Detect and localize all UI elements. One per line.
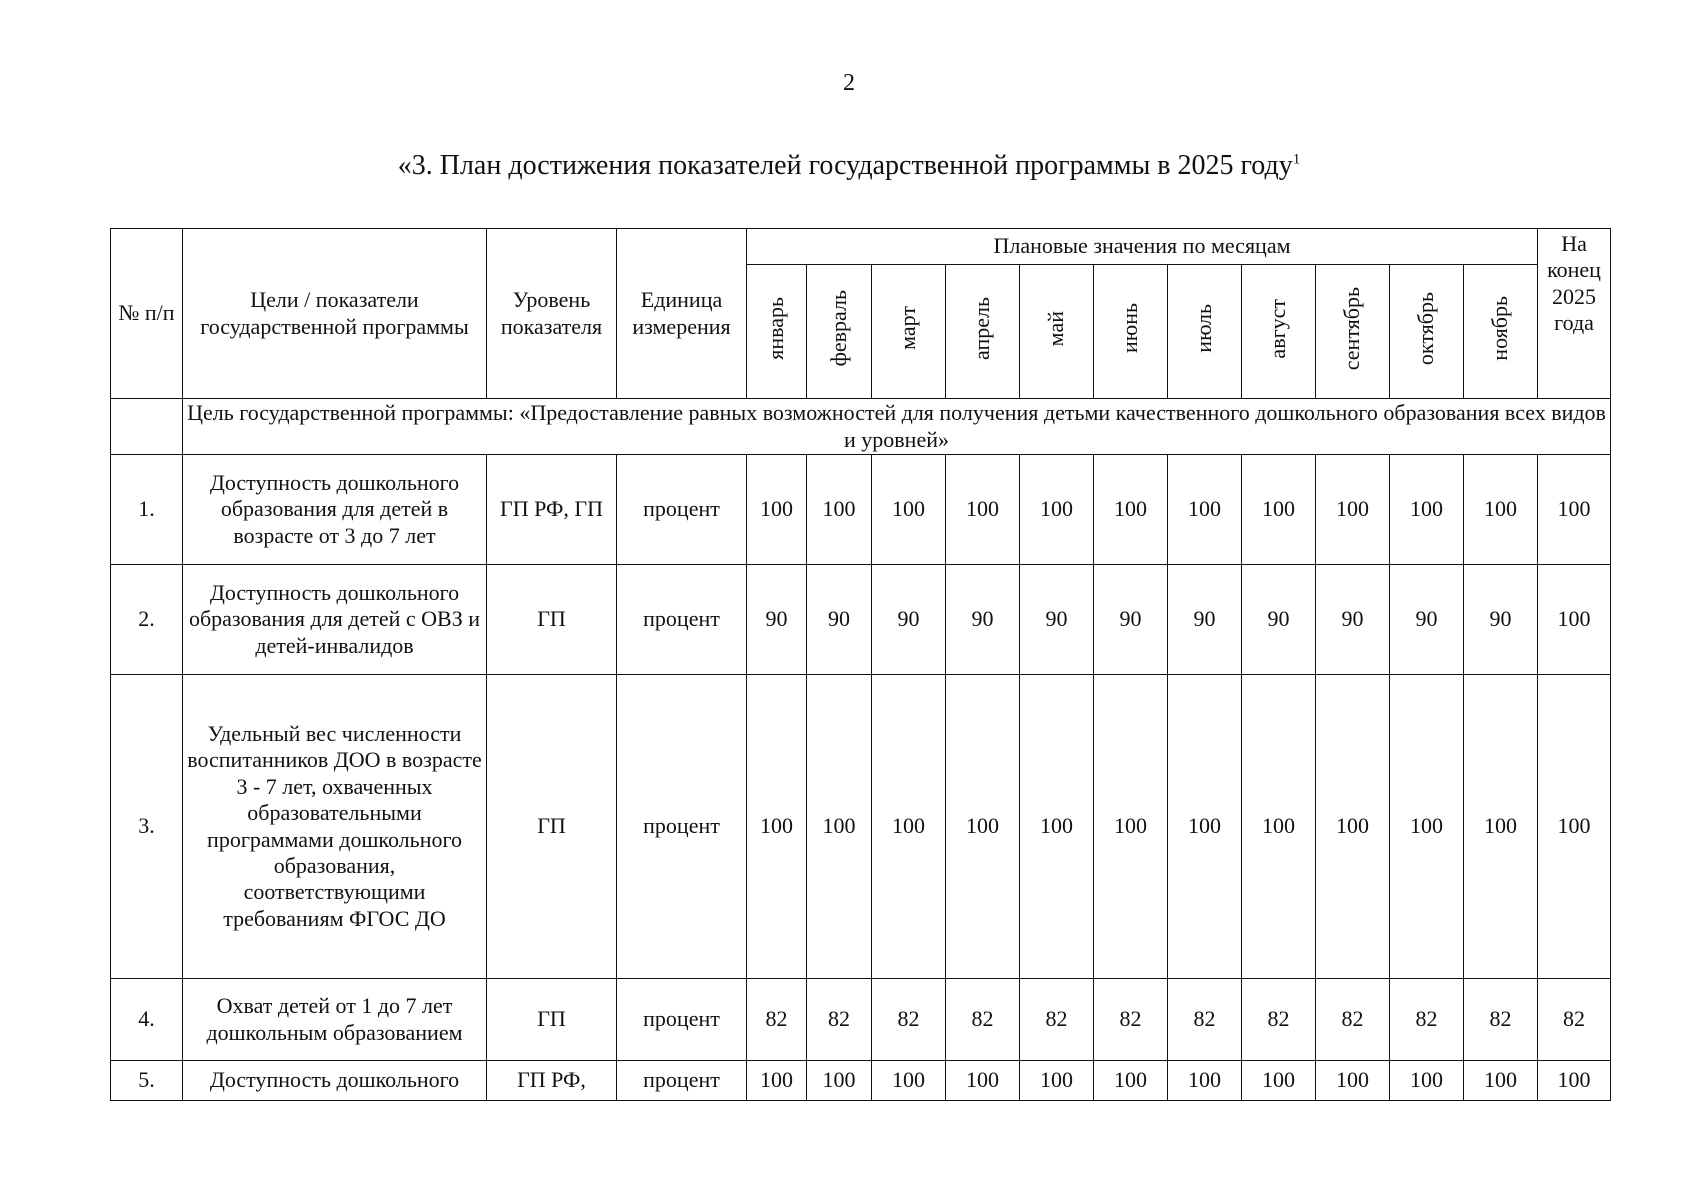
title-footnote-mark: 1 xyxy=(1292,151,1301,168)
row-month-value: 90 xyxy=(1094,565,1168,675)
table-row xyxy=(111,565,1611,675)
row-month-value: 82 xyxy=(1316,979,1390,1061)
goal-row-num-cell xyxy=(111,399,183,455)
row-month-value: 82 xyxy=(1020,979,1094,1061)
row-month-value: 100 xyxy=(1242,1061,1316,1101)
row-month-value: 100 xyxy=(1168,1061,1242,1101)
row-month-value: 82 xyxy=(1242,979,1316,1061)
row-month-value: 90 xyxy=(1242,565,1316,675)
row-month-value: 100 xyxy=(747,455,807,565)
page-number: 2 xyxy=(843,70,855,96)
row-month-value: 100 xyxy=(1464,675,1538,979)
row-month-value: 100 xyxy=(1316,455,1390,565)
header-month-label: ноябрь xyxy=(1487,295,1513,361)
table-row xyxy=(111,675,1611,979)
row-month-value: 100 xyxy=(1020,455,1094,565)
row-month-value: 100 xyxy=(872,455,946,565)
header-month-label: август xyxy=(1265,298,1291,359)
header-goals: Цели / показатели государственной программы xyxy=(183,229,487,399)
row-month-value: 100 xyxy=(1390,1061,1464,1101)
row-unit: процент xyxy=(617,1061,747,1101)
header-month-label: март xyxy=(895,306,921,351)
indicator-plan-table xyxy=(110,228,1611,1101)
row-month-value: 82 xyxy=(807,979,872,1061)
table-row xyxy=(111,455,1611,565)
row-month-value: 82 xyxy=(747,979,807,1061)
header-month-9 xyxy=(1316,265,1390,399)
row-level: ГП РФ, ГП xyxy=(487,455,617,565)
table-row xyxy=(111,979,1611,1061)
row-month-value: 82 xyxy=(1094,979,1168,1061)
row-month-value: 100 xyxy=(1094,455,1168,565)
row-month-value: 82 xyxy=(872,979,946,1061)
header-month-10 xyxy=(1390,265,1464,399)
table-row xyxy=(111,1061,1611,1101)
row-month-value: 100 xyxy=(1390,455,1464,565)
header-month-label: октябрь xyxy=(1413,291,1439,365)
header-month-label: май xyxy=(1043,310,1069,346)
row-month-value: 82 xyxy=(1464,979,1538,1061)
row-month-value: 82 xyxy=(1168,979,1242,1061)
row-month-value: 90 xyxy=(747,565,807,675)
row-unit: процент xyxy=(617,979,747,1061)
row-end-value: 100 xyxy=(1538,1061,1611,1101)
header-month-11 xyxy=(1464,265,1538,399)
header-month-1 xyxy=(747,265,807,399)
row-month-value: 100 xyxy=(872,1061,946,1101)
row-month-value: 100 xyxy=(946,455,1020,565)
row-month-value: 90 xyxy=(1020,565,1094,675)
row-level: ГП РФ, xyxy=(487,1061,617,1101)
table-body xyxy=(111,399,1611,1101)
row-month-value: 82 xyxy=(1390,979,1464,1061)
row-month-value: 90 xyxy=(946,565,1020,675)
row-num: 5. xyxy=(111,1061,183,1101)
row-end-value: 100 xyxy=(1538,455,1611,565)
row-month-value: 100 xyxy=(1168,675,1242,979)
row-month-value: 100 xyxy=(1168,455,1242,565)
row-unit: процент xyxy=(617,565,747,675)
row-end-value: 82 xyxy=(1538,979,1611,1061)
row-month-value: 100 xyxy=(1020,1061,1094,1101)
header-level: Уровень показателя xyxy=(487,229,617,399)
goal-row: Цель государственной программы: «Предоставление равных возможностей для получения детьми качественного дошкольного образования всех видов и уровней» xyxy=(183,399,1611,455)
row-month-value: 90 xyxy=(1316,565,1390,675)
row-month-value: 100 xyxy=(1242,455,1316,565)
row-indicator-name: Доступность дошкольного образования для детей с ОВЗ и детей-инвалидов xyxy=(183,565,487,675)
header-month-label: июль xyxy=(1191,303,1217,353)
row-month-value: 100 xyxy=(807,1061,872,1101)
header-month-label: сентябрь xyxy=(1339,286,1365,370)
header-month-label: январь xyxy=(763,296,789,360)
row-num: 2. xyxy=(111,565,183,675)
header-month-3 xyxy=(872,265,946,399)
row-month-value: 100 xyxy=(807,675,872,979)
row-month-value: 100 xyxy=(1464,455,1538,565)
header-month-6 xyxy=(1094,265,1168,399)
row-month-value: 100 xyxy=(1464,1061,1538,1101)
header-month-5 xyxy=(1020,265,1094,399)
header-num: № п/п xyxy=(111,229,183,399)
row-month-value: 90 xyxy=(1390,565,1464,675)
row-month-value: 100 xyxy=(946,1061,1020,1101)
row-indicator-name: Удельный вес численности воспитанников ДОО в возрасте 3 - 7 лет, охваченных образовательными программами дошкольного образования, соответствующими требованиям ФГОС ДО xyxy=(183,675,487,979)
row-end-value: 100 xyxy=(1538,565,1611,675)
row-end-value: 100 xyxy=(1538,675,1611,979)
row-month-value: 100 xyxy=(1242,675,1316,979)
row-month-value: 82 xyxy=(946,979,1020,1061)
row-num: 3. xyxy=(111,675,183,979)
row-month-value: 100 xyxy=(946,675,1020,979)
header-unit: Единица измерения xyxy=(617,229,747,399)
row-month-value: 100 xyxy=(747,675,807,979)
row-month-value: 90 xyxy=(872,565,946,675)
header-month-label: апрель xyxy=(969,296,995,360)
row-level: ГП xyxy=(487,979,617,1061)
row-indicator-name: Доступность дошкольного xyxy=(183,1061,487,1101)
row-unit: процент xyxy=(617,675,747,979)
document-title xyxy=(0,150,1698,182)
row-month-value: 100 xyxy=(1316,675,1390,979)
row-month-value: 100 xyxy=(747,1061,807,1101)
row-month-value: 100 xyxy=(1390,675,1464,979)
row-month-value: 90 xyxy=(807,565,872,675)
row-unit: процент xyxy=(617,455,747,565)
header-month-8 xyxy=(1242,265,1316,399)
row-num: 4. xyxy=(111,979,183,1061)
header-month-label: июнь xyxy=(1117,303,1143,354)
row-indicator-name: Доступность дошкольного образования для детей в возрасте от 3 до 7 лет xyxy=(183,455,487,565)
header-month-2 xyxy=(807,265,872,399)
header-month-7 xyxy=(1168,265,1242,399)
row-indicator-name: Охват детей от 1 до 7 лет дошкольным образованием xyxy=(183,979,487,1061)
row-month-value: 100 xyxy=(1316,1061,1390,1101)
header-month-4 xyxy=(946,265,1020,399)
row-level: ГП xyxy=(487,675,617,979)
row-month-value: 100 xyxy=(1020,675,1094,979)
row-level: ГП xyxy=(487,565,617,675)
row-month-value: 100 xyxy=(1094,1061,1168,1101)
row-num: 1. xyxy=(111,455,183,565)
header-end-of-year: На конец 2025 года xyxy=(1538,229,1611,399)
header-monthly: Плановые значения по месяцам xyxy=(747,229,1538,265)
row-month-value: 100 xyxy=(1094,675,1168,979)
document-title-text: «3. План достижения показателей государственной программы в 2025 году xyxy=(397,150,1293,181)
header-month-label: февраль xyxy=(825,290,851,367)
row-month-value: 100 xyxy=(807,455,872,565)
row-month-value: 90 xyxy=(1464,565,1538,675)
row-month-value: 90 xyxy=(1168,565,1242,675)
row-month-value: 100 xyxy=(872,675,946,979)
